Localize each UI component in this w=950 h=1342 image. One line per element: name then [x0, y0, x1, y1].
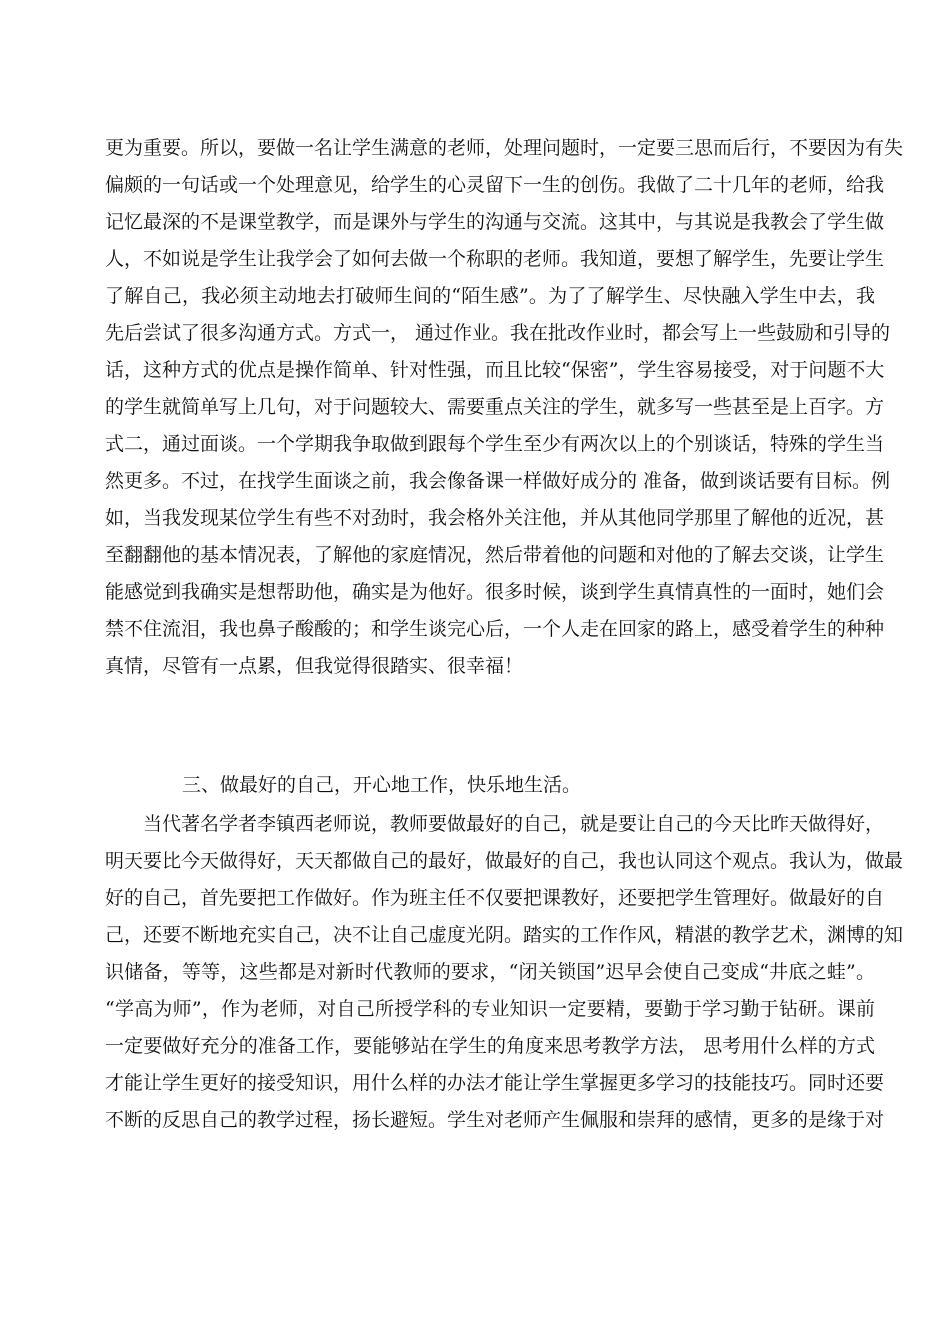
paragraph-line: 当代著名学者李镇西老师说，教师要做最好的自己，就是要让自己的今天比昨天做得好，	[105, 813, 885, 835]
paragraph-line: 才能让学生更好的接受知识，用什么样的办法才能让学生掌握更多学习的技能技巧。同时还要	[105, 1072, 885, 1094]
paragraph-line: 至翻翻他的基本情况表，了解他的家庭情况，然后带着他的问题和对他的了解去交谈，让学生	[105, 544, 885, 566]
paragraph-line: 能感觉到我确实是想帮助他，确实是为他好。很多时候，谈到学生真情真性的一面时，她们会	[105, 581, 885, 603]
paragraph-line: 识储备，等等，这些都是对新时代教师的要求，“闭关锁国”迟早会使自己变成“井底之蛙”。	[105, 961, 875, 983]
body-paragraph-2	[105, 806, 904, 1139]
paragraph-line: 话，这种方式的优点是操作简单、针对性强，而且比较“保密”，学生容易接受，对于问题不大	[105, 359, 885, 381]
paragraph-line: 的学生就简单写上几句，对于问题较大、需要重点关注的学生，就多写一些甚至是上百字。方	[105, 396, 885, 418]
paragraph-line: 人，不如说是学生让我学会了如何去做一个称职的老师。我知道，要想了解学生，先要让学生	[105, 248, 885, 270]
paragraph-line: 偏颇的一句话或一个处理意见，给学生的心灵留下一生的创伤。我做了二十几年的老师，给我	[105, 174, 885, 196]
paragraph-line: 了解自己，我必须主动地去打破师生间的“陌生感”。为了了解学生、尽快融入学生中去，我	[105, 285, 875, 307]
body-paragraph-1	[105, 130, 904, 685]
paragraph-line: 禁不住流泪，我也鼻子酸酸的；和学生谈完心后，一个人走在回家的路上，感受着学生的种种	[105, 618, 885, 640]
section-heading-3: 三、做最好的自己，开心地工作，快乐地生活。	[182, 774, 582, 796]
paragraph-line: “学高为师”，作为老师，对自己所授学科的专业知识一定要精，要勤于学习勤于钻研。课前	[105, 998, 875, 1020]
paragraph-line: 如，当我发现某位学生有些不对劲时，我会格外关注他，并从其他同学那里了解他的近况，甚	[105, 507, 885, 529]
paragraph-line: 更为重要。所以，要做一名让学生满意的老师，处理问题时，一定要三思而后行，不要因为有失	[105, 137, 904, 159]
paragraph-line: 先后尝试了很多沟通方式。方式一， 通过作业。我在批改作业时，都会写上一些鼓励和引导的	[105, 322, 891, 344]
paragraph-line: 不断的反思自己的教学过程，扬长避短。学生对老师产生佩服和崇拜的感情，更多的是缘于对	[105, 1109, 885, 1131]
paragraph-line: 真情，尽管有一点累，但我觉得很踏实、很幸福！	[105, 655, 524, 677]
paragraph-line: 然更多。不过，在找学生面谈之前，我会像备课一样做好成分的 准备，做到谈话要有目标。例	[105, 470, 891, 492]
paragraph-line: 好的自己，首先要把工作做好。作为班主任不仅要把课教好，还要把学生管理好。做最好的自	[105, 887, 885, 909]
paragraph-line: 明天要比今天做得好，天天都做自己的最好，做最好的自己，我也认同这个观点。我认为，做最	[105, 850, 904, 872]
paragraph-line: 记忆最深的不是课堂教学，而是课外与学生的沟通与交流。这其中，与其说是我教会了学生做	[105, 211, 885, 233]
paragraph-line: 己，还要不断地充实自己，决不让自己虚度光阴。踏实的工作作风，精湛的教学艺术，渊博的知	[105, 924, 904, 946]
paragraph-line: 一定要做好充分的准备工作，要能够站在学生的角度来思考教学方法， 思考用什么样的方式	[105, 1035, 875, 1057]
paragraph-line: 式二，通过面谈。一个学期我争取做到跟每个学生至少有两次以上的个别谈话，特殊的学生当	[105, 433, 885, 455]
